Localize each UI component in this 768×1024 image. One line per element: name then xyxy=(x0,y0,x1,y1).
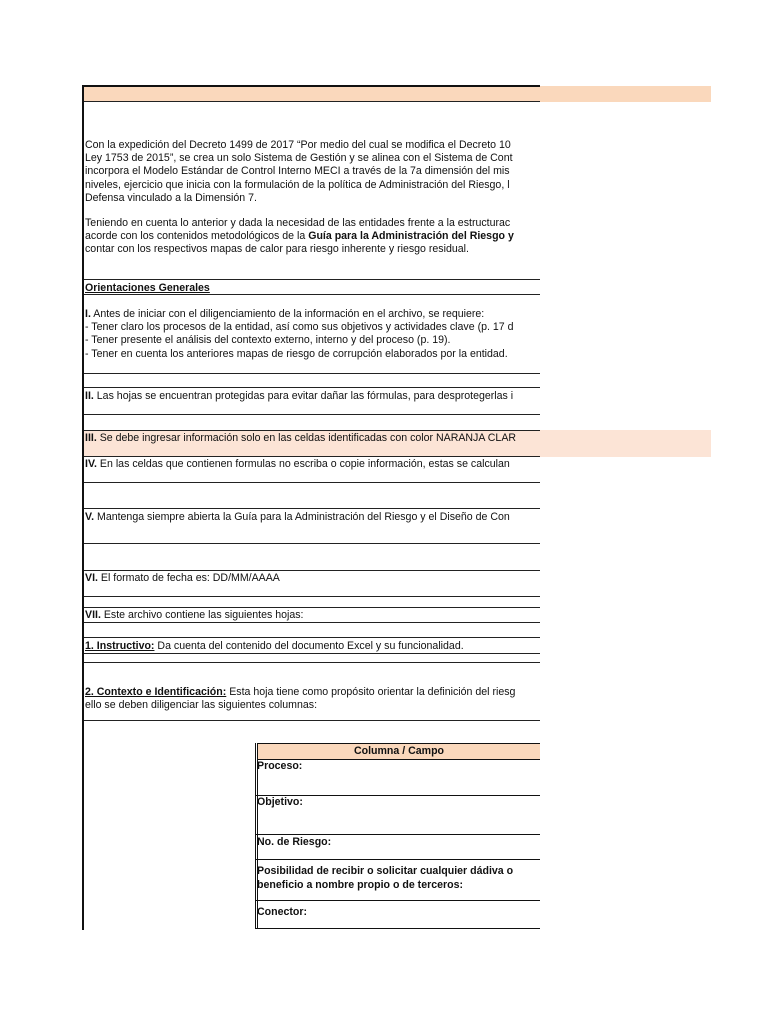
item-iii xyxy=(85,432,540,445)
item-number: VI. xyxy=(85,572,98,584)
sheet-instructivo xyxy=(85,640,540,653)
field-label: No. de Riesgo: xyxy=(257,836,332,848)
divider xyxy=(84,373,540,374)
item-i-bullet: - Tener en cuenta los anteriores mapas de riesgo de corrupción elaborados por la entidad. xyxy=(85,347,508,360)
guide-title: Guía para la Administración del Riesgo y xyxy=(308,230,514,243)
field-label: Objetivo: xyxy=(257,796,303,808)
sheet-line xyxy=(85,686,540,699)
divider xyxy=(84,456,540,457)
item-ii xyxy=(85,390,540,403)
divider xyxy=(84,662,540,663)
intro-text: acorde con los contenidos metodológicos de la xyxy=(85,230,309,243)
sheet-description: Da cuenta del contenido del documento Excel y su funcionalidad. xyxy=(154,640,464,652)
intro-paragraph xyxy=(85,139,540,205)
field-label: Conector: xyxy=(257,906,308,918)
section-title: Orientaciones Generales xyxy=(85,282,210,294)
field-label: Posibilidad de recibir o solicitar cualquier dádiva o xyxy=(257,865,514,877)
divider xyxy=(84,430,540,431)
intro-line: incorpora el Modelo Estándar de Control Interno MECI a través de la 7a dimensión del mis xyxy=(85,165,510,178)
item-number: IV. xyxy=(85,458,97,470)
item-i-bullet: - Tener presente el análisis del contexto externo, interno y del proceso (p. 19). xyxy=(85,334,451,347)
sheet-description: Esta hoja tiene como propósito orientar la definición del riesg xyxy=(226,686,516,698)
divider xyxy=(84,543,540,544)
item-number: VII. xyxy=(85,609,101,621)
table-row xyxy=(256,860,540,901)
item-text: En las celdas que contienen formulas no escriba o copie información, estas se calculan xyxy=(96,458,510,470)
intro-line: Defensa vinculado a la Dimensión 7. xyxy=(85,191,257,204)
item-text: Antes de iniciar con el diligenciamiento de la información en el archivo, se requiere: xyxy=(90,308,485,320)
divider xyxy=(84,607,540,608)
sheet-contexto xyxy=(85,686,540,712)
item-i-line xyxy=(85,308,540,321)
divider xyxy=(84,482,540,483)
intro-line: Ley 1753 de 2015”, se crea un solo Sistema de Gestión y se alinea con el Sistema de Cont xyxy=(85,152,513,165)
item-text: Este archivo contiene las siguientes hojas: xyxy=(100,609,304,621)
intro-line: Con la expedición del Decreto 1499 de 2017 “Por medio del cual se modifica el Decreto 10 xyxy=(85,139,511,151)
divider xyxy=(84,720,540,721)
item-number: II. xyxy=(85,390,94,402)
intro-line: contar con los respectivos mapas de calor para riesgo inherente y riesgo residual. xyxy=(85,243,469,256)
divider xyxy=(84,508,540,509)
table-row xyxy=(256,760,540,796)
item-text: El formato de fecha es: DD/MM/AAAA xyxy=(97,572,280,584)
divider xyxy=(84,596,540,597)
item-vii xyxy=(85,609,540,622)
intro-line xyxy=(85,230,540,243)
divider xyxy=(84,653,540,654)
divider xyxy=(84,294,540,295)
sheet-label: 1. Instructivo: xyxy=(85,640,155,652)
item-v xyxy=(85,511,540,524)
intro-paragraph-2 xyxy=(85,217,540,257)
intro-line: Teniendo en cuenta lo anterior y dada la necesidad de las entidades frente a la estructurac xyxy=(85,217,511,229)
item-i xyxy=(85,308,540,361)
divider xyxy=(84,414,540,415)
item-text: Mantenga siempre abierta la Guía para la Administración del Riesgo y el Diseño de Con xyxy=(94,511,510,523)
table-row xyxy=(256,901,540,929)
divider xyxy=(84,101,540,102)
item-iv xyxy=(85,458,540,471)
table-row xyxy=(256,796,540,835)
item-number: V. xyxy=(85,511,95,523)
item-number: I. xyxy=(85,308,91,320)
field-label: beneficio a nombre propio o de terceros: xyxy=(257,878,464,891)
table-header: Columna / Campo xyxy=(258,743,540,760)
item-i-bullet: - Tener claro los procesos de la entidad, así como sus objetivos y actividades clave (p. 17 d xyxy=(85,321,514,334)
item-text: Se debe ingresar información solo en las celdas identificadas con color NARANJA CLAR xyxy=(96,432,517,444)
field-label: Proceso: xyxy=(257,760,303,772)
item-vi xyxy=(85,572,540,585)
header-orange-band xyxy=(84,86,540,102)
header-orange-band-extension xyxy=(540,86,711,102)
divider xyxy=(84,622,540,623)
item-text: Las hojas se encuentran protegidas para evitar dañar las fórmulas, para desprotegerlas i xyxy=(93,390,514,402)
sheet-top-border xyxy=(82,85,540,87)
intro-line: niveles, ejercicio que inicia con la formulación de la política de Administración del Riesgo, l xyxy=(85,178,510,191)
divider xyxy=(84,570,540,571)
divider xyxy=(84,279,540,280)
divider xyxy=(84,387,540,388)
sheet-line: ello se deben diligenciar las siguientes columnas: xyxy=(85,699,318,712)
item-number: III. xyxy=(85,432,97,444)
table-row xyxy=(256,835,540,860)
divider xyxy=(84,637,540,638)
sheet-label: 2. Contexto e Identificación: xyxy=(85,686,227,698)
